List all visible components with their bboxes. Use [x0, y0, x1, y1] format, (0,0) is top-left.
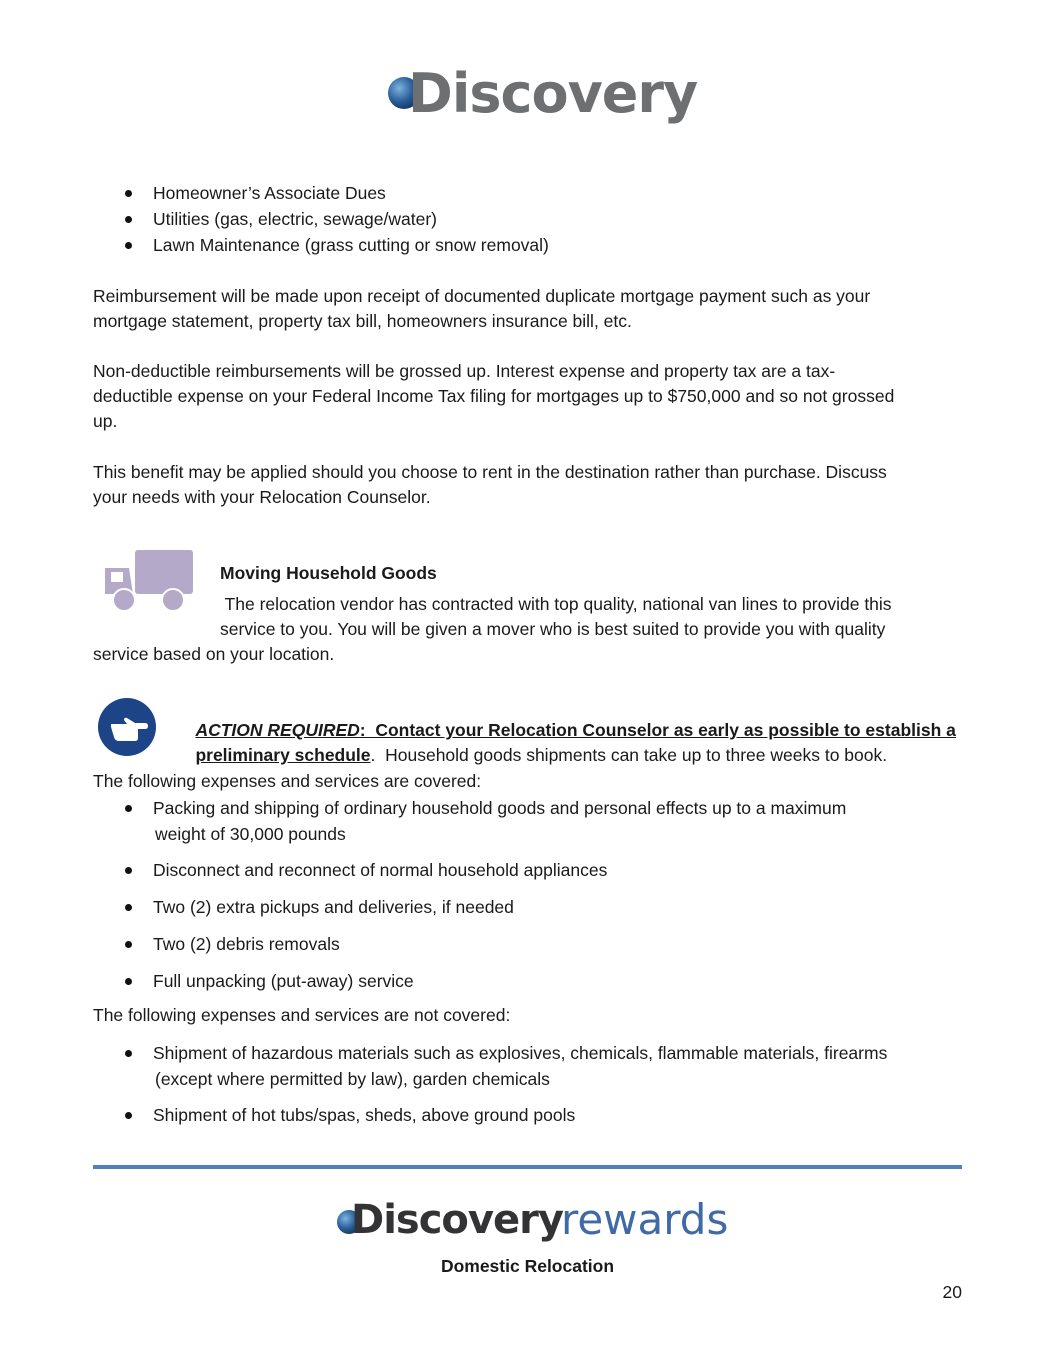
not-covered-intro: The following expenses and services are not covered:: [93, 1005, 511, 1025]
list-item-text: (except where permitted by law), garden chemicals: [155, 1069, 550, 1089]
discovery-rewards-logo: [337, 1196, 727, 1246]
list-item: [120, 968, 846, 1005]
truck-icon: [103, 548, 195, 614]
list-item-text: Shipment of hazardous materials such as explosives, chemicals, flammable materials, firearms: [153, 1043, 888, 1063]
list-item-text: Shipment of hot tubs/spas, sheds, above ground pools: [153, 1105, 576, 1125]
discovery-logo-text: Discovery: [408, 62, 698, 125]
list-item-text: Disconnect and reconnect of normal household appliances: [153, 860, 608, 880]
action-text: preliminary schedule: [195, 745, 371, 765]
text-line: service to you. You will be given a mover who is best suited to provide you with quality: [220, 619, 886, 639]
text-line: up.: [93, 411, 118, 431]
discovery-logo-text: Discovery: [351, 1197, 563, 1243]
footer-title: Domestic Relocation: [440, 1256, 615, 1276]
list-item: [120, 894, 846, 931]
list-item-text: Full unpacking (put-away) service: [153, 971, 414, 991]
section-heading: Moving Household Goods: [220, 563, 437, 583]
list-item: Homeowner’s Associate Dues: [120, 180, 549, 206]
rewards-logo-text: rewards: [561, 1195, 729, 1244]
list-item: Lawn Maintenance (grass cutting or snow removal): [120, 232, 549, 258]
list-item: [120, 857, 846, 894]
list-item-text: Two (2) extra pickups and deliveries, if needed: [153, 897, 514, 917]
text-line: service based on your location.: [93, 644, 335, 664]
pointing-hand-icon: [97, 697, 157, 757]
text-line: The relocation vendor has contracted with top quality, national van lines to provide this: [220, 594, 892, 614]
list-item: Utilities (gas, electric, sewage/water): [120, 206, 549, 232]
list-item-text: Two (2) debris removals: [153, 934, 340, 954]
text-line: your needs with your Relocation Counselor.: [93, 487, 431, 507]
footer-divider: [93, 1165, 962, 1169]
top-bullet-list: [120, 180, 549, 258]
text-line: mortgage statement, property tax bill, homeowners insurance bill, etc.: [93, 311, 632, 331]
text-line: Non-deductible reimbursements will be grossed up. Interest expense and property tax are a tax-: [93, 361, 836, 381]
action-text: : Contact your Relocation Counselor as early as possible to establish a: [359, 720, 956, 740]
covered-list: [120, 795, 846, 1005]
not-covered-list: [120, 1040, 887, 1128]
discovery-logo: [388, 62, 698, 128]
covered-intro: The following expenses and services are covered:: [93, 771, 482, 791]
page-number: 20: [942, 1282, 962, 1302]
list-item: [120, 795, 846, 857]
text-line: Reimbursement will be made upon receipt of documented duplicate mortgage payment such as your: [93, 286, 871, 306]
action-text: . Household goods shipments can take up to three weeks to book.: [370, 745, 888, 765]
list-item-text: Packing and shipping of ordinary household goods and personal effects up to a maximum: [153, 798, 847, 818]
list-item: [120, 931, 846, 968]
list-item-text: weight of 30,000 pounds: [155, 824, 346, 844]
text-line: This benefit may be applied should you choose to rent in the destination rather than purchase. Discuss: [93, 462, 887, 482]
list-item: [120, 1102, 887, 1128]
action-required-label: ACTION REQUIRED: [195, 720, 360, 740]
list-item: [120, 1040, 887, 1102]
text-line: deductible expense on your Federal Income Tax filing for mortgages up to $750,000 and so not grossed: [93, 386, 895, 406]
